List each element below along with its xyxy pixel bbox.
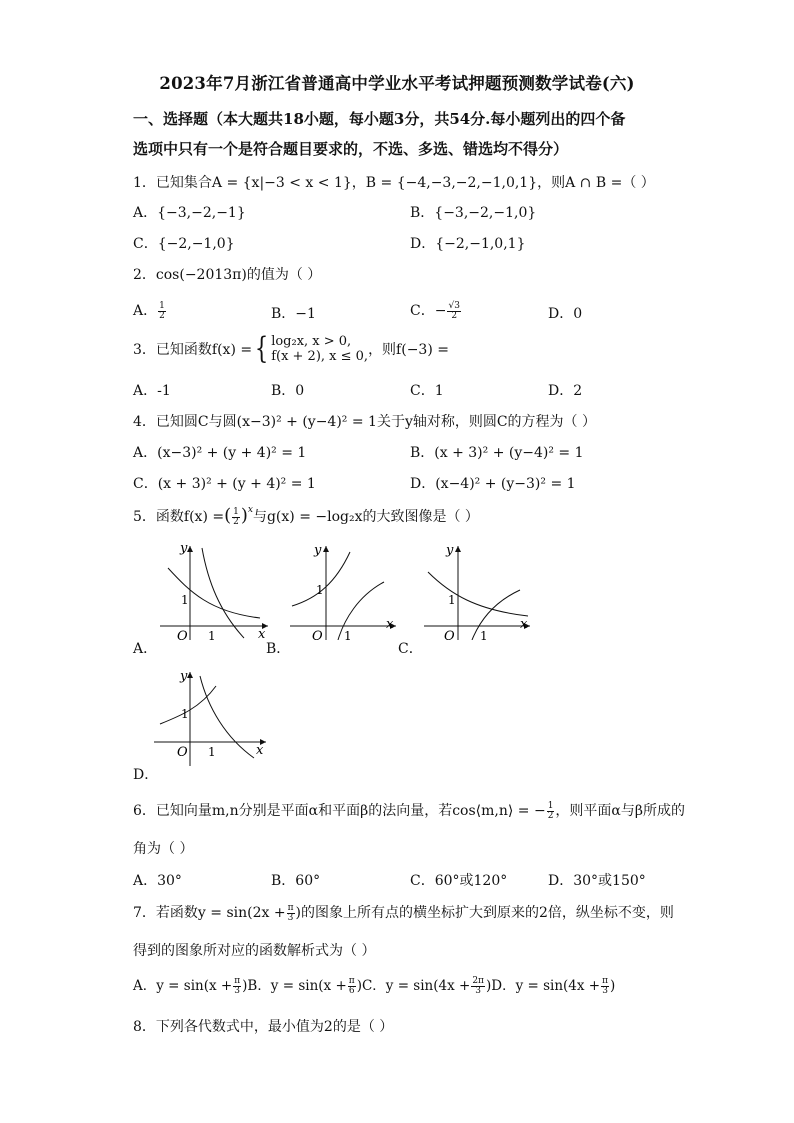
q3-stem xyxy=(133,331,449,366)
q3-option-a: A．-1 xyxy=(133,383,171,399)
q2-a-denominator: 2 xyxy=(159,310,165,321)
q2-option-d: D．0 xyxy=(548,306,583,322)
q5-option-a: A． xyxy=(133,641,158,657)
graph-c-x-label: x xyxy=(520,617,528,632)
graph-d-origin-label: O xyxy=(177,745,188,760)
q2-option-c-label: C．− xyxy=(410,303,447,319)
q3-case-2: f(x + 2), x ≤ 0, xyxy=(271,349,369,364)
q5-stem: 5．函数f(x) =( $\frac{1}{2}$ )$^x$与g(x) = −log₂x的大致图像是（ ） xyxy=(133,505,479,527)
q3-option-c: C．1 xyxy=(410,383,444,399)
q6-stem-suffix: ，则平面α与β所成的 xyxy=(555,803,685,819)
q5-graph-d xyxy=(150,668,272,766)
q2-option-c xyxy=(410,300,462,321)
q5-graph-a xyxy=(150,542,272,640)
q4-stem: 4．已知圆C与圆(x−3)² + (y−4)² = 1关于y轴对称，则圆C的方程为（ ） xyxy=(133,414,597,430)
section-heading-line2: 选项中只有一个是符合题目要求的，不选、多选、错选均不得分） xyxy=(133,140,569,158)
q5-stem-denominator: 2 xyxy=(233,516,239,527)
graph-a-curve-g xyxy=(202,548,244,638)
q7-d-denominator: 3 xyxy=(602,986,608,996)
q3-case-1: log₂x, x > 0, xyxy=(271,334,352,349)
section-heading-line1: 一、选择题（本大题共18小题，每小题3分，共54分.每小题列出的四个备 xyxy=(133,110,626,128)
graph-b-x-tick-1: 1 xyxy=(344,629,352,640)
q5-stem-numerator: 1 xyxy=(233,506,239,517)
graph-d-x-label: x xyxy=(256,743,264,758)
q6-stem-numerator: 1 xyxy=(547,800,554,811)
q7-option-d-close: ) xyxy=(610,978,616,994)
graph-b-origin-label: O xyxy=(312,629,323,640)
q2-a-numerator: 1 xyxy=(159,300,165,311)
q7-stem-fraction xyxy=(287,904,295,923)
graph-a-origin-label: O xyxy=(177,629,188,640)
q7-c-numerator: 2π xyxy=(472,976,484,986)
graph-a-y-label: y xyxy=(180,542,188,556)
q7-option-b-expr: )B．y = sin(x + xyxy=(242,978,347,994)
q6-option-b: B．60° xyxy=(271,873,321,889)
q2-option-a xyxy=(133,300,167,321)
q6-stem-prefix: 6．已知向量m,n分别是平面α和平面β的法向量，若cos⟨m,n⟩ = − xyxy=(133,803,546,819)
q2-c-numerator: √3 xyxy=(448,300,460,311)
graph-c-x-tick-1: 1 xyxy=(480,629,488,640)
q7-a-denominator: 3 xyxy=(234,986,241,996)
q6-stem xyxy=(133,800,685,821)
q4-option-a: A．(x−3)² + (y + 4)² = 1 xyxy=(133,445,307,461)
q7-stem-denominator: 3 xyxy=(287,912,294,923)
q8-stem: 8．下列各代数式中，最小值为2的是（ ） xyxy=(133,1019,394,1035)
graph-b-curve-f xyxy=(292,552,350,606)
q6-option-d: D．30°或150° xyxy=(548,873,646,889)
q6-option-a: A．30° xyxy=(133,873,182,889)
q7-a-numerator: π xyxy=(234,976,241,986)
q6-option-c: C．60°或120° xyxy=(410,873,508,889)
q5-graph-b xyxy=(288,542,400,640)
q3-stem-prefix: 3．已知函数f(x) = xyxy=(133,342,253,358)
q2-option-a-fraction xyxy=(158,302,166,321)
q2-option-a-label: A． xyxy=(133,303,158,319)
q2-option-c-fraction xyxy=(447,302,460,321)
q7-stem-numerator: π xyxy=(287,902,294,913)
q7-options xyxy=(133,974,615,996)
q2-option-b: B．−1 xyxy=(271,306,316,322)
q6-stem-line2: 角为（ ） xyxy=(133,841,194,857)
q5-graph-c xyxy=(422,542,534,640)
q7-option-d-expr: )D．y = sin(4x + xyxy=(485,978,601,994)
q5-option-d: D． xyxy=(133,767,159,783)
q2-stem: 2．cos(−2013π)的值为（ ） xyxy=(133,267,322,283)
graph-c-y-tick-1: 1 xyxy=(448,593,456,607)
q5-stem-prefix: 5．函数f(x) = xyxy=(133,509,225,525)
graph-a-x-label: x xyxy=(258,627,266,640)
q3-option-d: D．2 xyxy=(548,383,583,399)
q7-option-c xyxy=(357,978,486,994)
graph-a-y-arrow xyxy=(187,546,193,552)
q7-option-c-expr: )C．y = sin(4x + xyxy=(356,978,471,994)
q7-option-d-fraction xyxy=(601,977,609,996)
q7-option-d xyxy=(486,978,615,994)
q7-stem-prefix: 7．若函数y = sin(2x + xyxy=(133,905,286,921)
graph-b-y-arrow xyxy=(323,546,329,552)
q3-brace: { xyxy=(254,331,269,366)
graph-d-x-tick-1: 1 xyxy=(208,745,216,759)
graph-c-y-arrow xyxy=(455,546,461,552)
q5-option-c: C． xyxy=(398,641,423,657)
q1-option-d: D．{−2,−1,0,1} xyxy=(410,236,526,252)
q7-stem xyxy=(133,902,674,923)
q4-option-b: B．(x + 3)² + (y−4)² = 1 xyxy=(410,445,584,461)
q6-stem-denominator: 2 xyxy=(547,810,554,821)
q7-option-b-fraction xyxy=(348,977,356,996)
graph-c-y-label: y xyxy=(446,543,454,558)
q7-b-numerator: π xyxy=(348,976,355,986)
q1-option-b: B．{−3,−2,−1,0} xyxy=(410,205,537,221)
page-title: 2023年7月浙江省普通高中学业水平考试押题预测数学试卷(六) xyxy=(159,74,635,93)
q4-option-d: D．(x−4)² + (y−3)² = 1 xyxy=(410,476,576,492)
graph-d-y-tick-1: 1 xyxy=(181,707,189,721)
q7-stem-suffix: )的图象上所有点的横坐标扩大到原来的2倍，纵坐标不变，则 xyxy=(295,905,674,921)
q7-stem-line2: 得到的图象所对应的函数解析式为（ ） xyxy=(133,943,376,959)
graph-d-y-label: y xyxy=(180,669,188,684)
graph-b-x-label: x xyxy=(386,617,394,632)
q7-d-numerator: π xyxy=(602,976,609,986)
q5-option-b: B． xyxy=(266,641,291,657)
q5-stem-exponent: x xyxy=(247,505,253,515)
q2-c-denominator: 2 xyxy=(451,310,458,321)
q7-c-denominator: 3 xyxy=(475,986,482,996)
graph-a-y-tick-1: 1 xyxy=(181,593,189,607)
q7-b-denominator: 6 xyxy=(348,986,355,996)
q3-stem-suffix: ，则f(−3) = xyxy=(368,342,449,358)
q7-option-b xyxy=(242,978,357,994)
graph-c-origin-label: O xyxy=(444,629,455,640)
graph-b-y-label: y xyxy=(314,543,322,558)
q7-option-c-fraction xyxy=(471,977,485,996)
q3-option-b: B．0 xyxy=(271,383,305,399)
q4-option-c: C．(x + 3)² + (y + 4)² = 1 xyxy=(133,476,316,492)
q3-stem-content xyxy=(133,331,449,366)
q5-stem-suffix: 与g(x) = −log₂x的大致图像是（ ） xyxy=(252,509,479,525)
q1-option-c: C．{−2,−1,0} xyxy=(133,236,235,252)
q7-option-a-expr: A．y = sin(x + xyxy=(133,978,233,994)
q1-stem: 1．已知集合A = {x|−3 < x < 1}，B = {−4,−3,−2,−1,0,1}，则A ∩ B =（ ） xyxy=(133,175,655,191)
graph-d-y-arrow xyxy=(187,672,193,678)
q6-stem-fraction xyxy=(547,802,555,821)
graph-a-x-tick-1: 1 xyxy=(208,629,216,640)
q3-cases xyxy=(271,334,368,364)
q5-stem-fraction xyxy=(232,508,240,527)
graph-b-y-tick-1: 1 xyxy=(316,583,324,597)
q7-option-a xyxy=(133,978,242,994)
q7-option-a-fraction xyxy=(233,977,241,996)
q1-option-a: A．{−3,−2,−1} xyxy=(133,205,246,221)
